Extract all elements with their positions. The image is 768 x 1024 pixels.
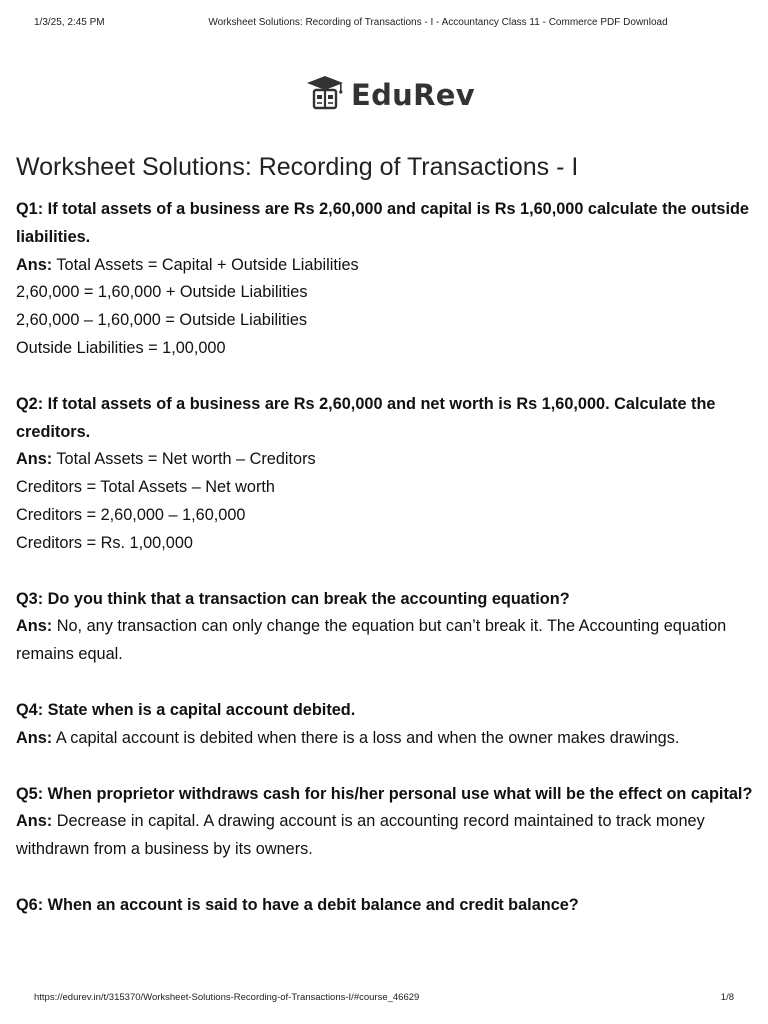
logo-text: EduRev [351,78,475,112]
answer-1 [16,252,760,280]
answer-line: Creditors = 2,60,000 – 1,60,000 [16,505,246,524]
print-footer [0,992,768,1006]
question-1: Q1: If total assets of a business are Rs 2,60,000 and capital is Rs 1,60,000 calculate the outside liabilities. [16,200,749,246]
answer-5 [16,808,760,864]
answer-line: Creditors = Total Assets – Net worth [16,478,275,497]
answer-2 [16,446,760,474]
print-datetime: 1/3/25, 2:45 PM [34,17,105,28]
print-header [0,17,768,31]
page-number: 1/8 [720,992,734,1003]
page-url-link[interactable]: https://edurev.in/t/315370/Worksheet-Solutions-Recording-of-Transactions-I/#course_46629 [34,992,420,1003]
answer-label: Ans: [16,450,53,469]
answer-label: Ans: [16,255,53,274]
answer-line: Outside Liabilities = 1,00,000 [16,338,226,357]
answer-label: Ans: [16,728,53,747]
answer-text: No, any transaction can only change the equation but can’t break it. The Accounting equation remains equal. [16,617,727,664]
answer-line: 2,60,000 = 1,60,000 + Outside Liabilities [16,283,308,302]
question-3: Q3: Do you think that a transaction can break the accounting equation? [16,589,570,608]
answer-line: 2,60,000 – 1,60,000 = Outside Liabilities [16,311,308,330]
answer-text: Total Assets = Net worth – Creditors [56,450,316,469]
answer-text: Total Assets = Capital + Outside Liabilities [56,255,359,274]
question-5: Q5: When proprietor withdraws cash for his/her personal use what will be the effect on capital? [16,784,753,803]
answer-3 [16,613,760,669]
answer-label: Ans: [16,617,53,636]
answer-text: Decrease in capital. A drawing account is an accounting record maintained to track money withdrawn from a business by its owners. [16,812,705,859]
question-4: Q4: State when is a capital account debited. [16,700,356,719]
answer-line: Creditors = Rs. 1,00,000 [16,533,193,552]
answer-label: Ans: [16,812,53,831]
graduate-cap-book-icon [305,73,345,118]
question-2: Q2: If total assets of a business are Rs 2,60,000 and net worth is Rs 1,60,000. Calculate the creditors. [16,394,716,441]
print-title: Worksheet Solutions: Recording of Transactions - I - Accountancy Class 11 - Commerce PDF Download [208,17,668,28]
page-title: Worksheet Solutions: Recording of Transactions - I [16,153,579,181]
worksheet-content [16,196,760,920]
question-6: Q6: When an account is said to have a debit balance and credit balance? [16,895,579,914]
answer-text: A capital account is debited when there is a loss and when the owner makes drawings. [55,728,680,747]
edurev-logo[interactable] [305,74,475,116]
answer-4 [16,725,760,753]
